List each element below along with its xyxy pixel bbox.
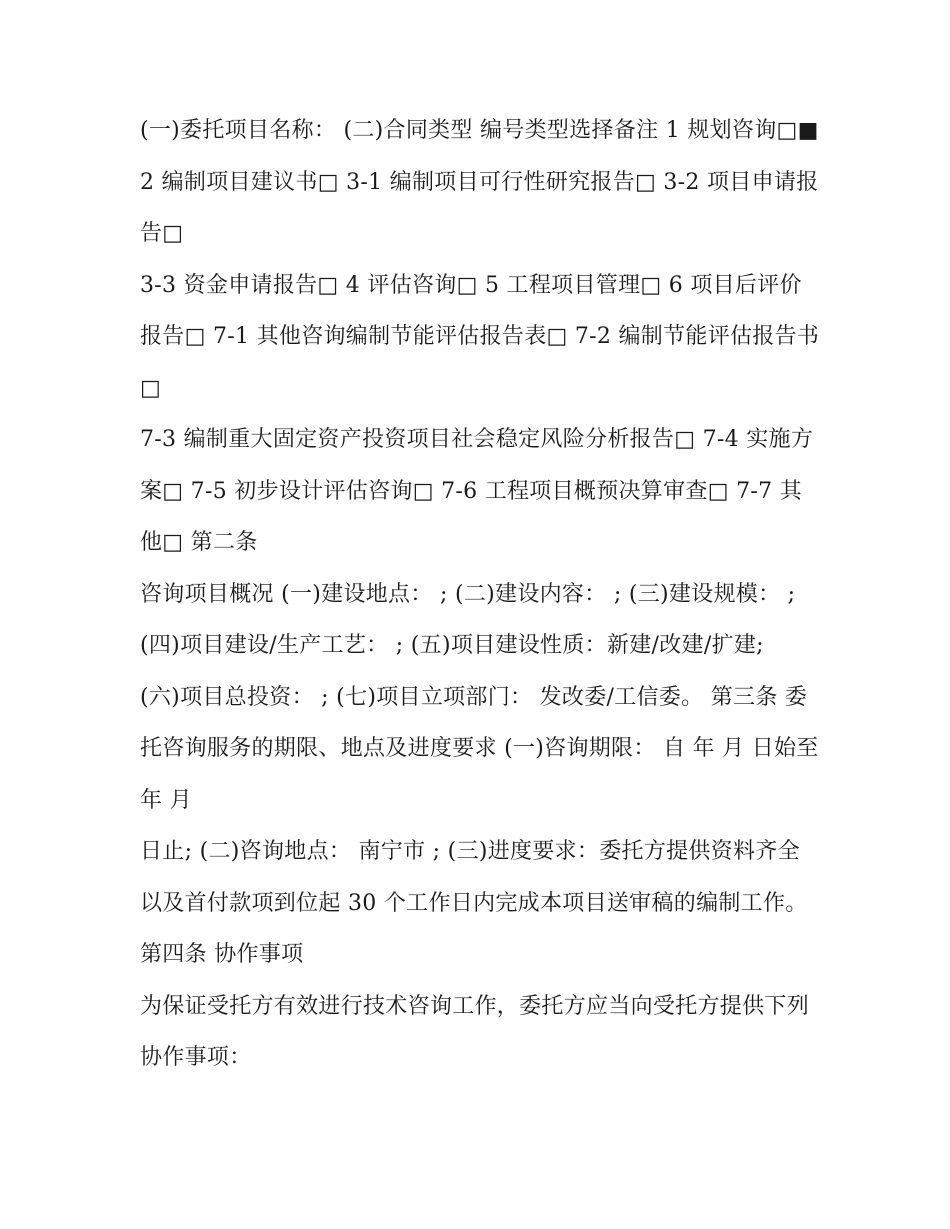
document-body	[140, 105, 820, 1084]
paragraph-location-and-schedule: 日止; (二)咨询地点： 南宁市 ; (三)进度要求：委托方提供资料齐全以及首付款项到位起 30 个工作日内完成本项目送审稿的编制工作。 第四条 协作事项	[140, 839, 808, 967]
paragraph-cooperation: 为保证受托方有效进行技术咨询工作，委托方应当向受托方提供下列协作事项：	[140, 993, 810, 1070]
paragraph-project-overview: 咨询项目概况 (一)建设地点： ; (二)建设内容： ; (三)建设规模： ; (四)项目建设/生产工艺： ; (五)项目建设性质：新建/改建/扩建;	[140, 581, 796, 658]
paragraph-investment-and-term: (六)项目总投资： ; (七)项目立项部门： 发改委/工信委。 第三条 委托咨询服务的期限、地点及进度要求 (一)咨询期限： 自 年 月 日始至 年 月	[140, 684, 819, 813]
paragraph-contract-type: (一)委托项目名称： (二)合同类型 编号类型选择备注 1 规划咨询□■ 2 编制项目建议书□ 3-1 编制项目可行性研究报告□ 3-2 项目申请报告□	[140, 118, 819, 246]
paragraph-other-types: 7-3 编制重大固定资产投资项目社会稳定风险分析报告□ 7-4 实施方案□ 7-5 初步设计评估咨询□ 7-6 工程项目概预决算审查□ 7-7 其他□ 第二条	[140, 427, 814, 555]
paragraph-consulting-types: 3-3 资金申请报告□ 4 评估咨询□ 5 工程项目管理□ 6 项目后评价报告□ 7-1 其他咨询编制节能评估报告表□ 7-2 编制节能评估报告书□	[140, 272, 820, 401]
